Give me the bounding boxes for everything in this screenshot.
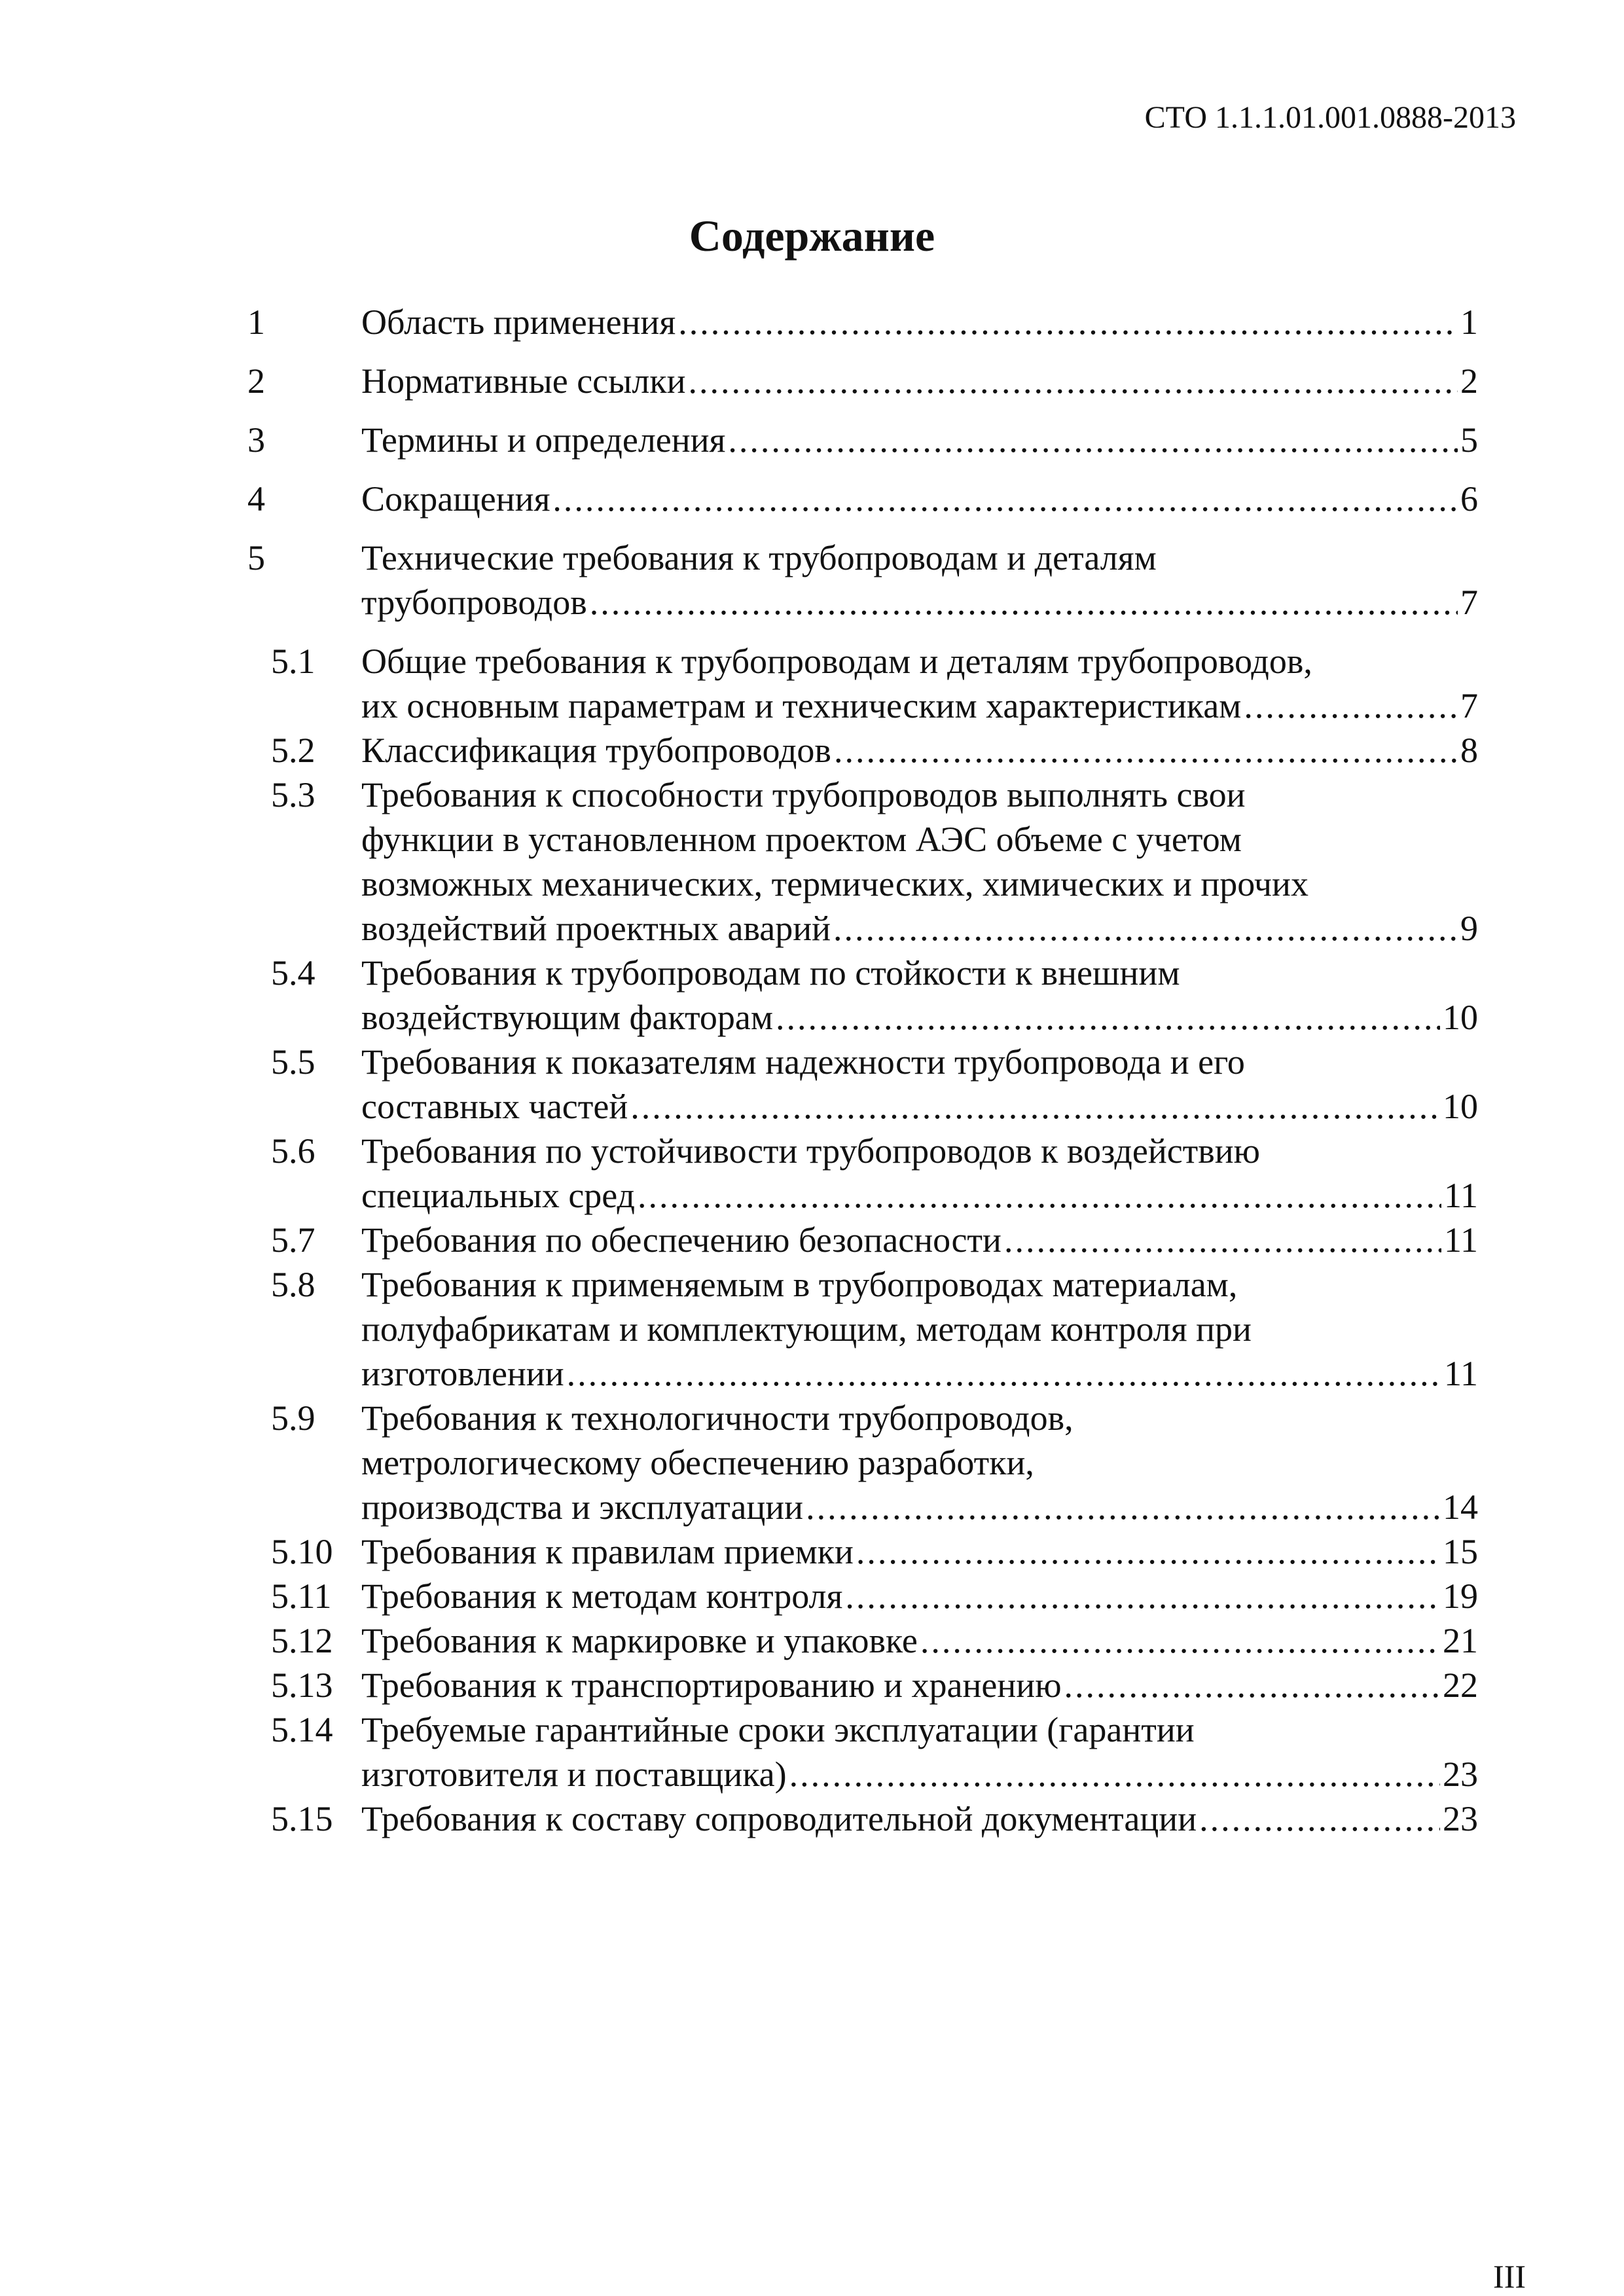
toc-entry-text	[361, 300, 1478, 344]
toc-entry-text	[361, 1396, 1478, 1529]
toc-entry	[247, 1262, 1478, 1396]
toc-entry	[247, 1218, 1478, 1262]
toc-entry-number: 5.5	[271, 1042, 316, 1082]
toc-entry	[247, 639, 1478, 728]
toc-entry-line: Требования к маркировке и упаковке	[361, 1621, 918, 1660]
dot-leader	[630, 1084, 1440, 1129]
toc-entry-number: 5.13	[271, 1666, 333, 1705]
toc-entry-page: 23	[1443, 1755, 1478, 1794]
toc-entry-text	[361, 477, 1478, 521]
toc-entry-number: 2	[247, 361, 265, 401]
toc-entry-number: 5.10	[271, 1532, 333, 1571]
toc-entry-line: Область применения	[361, 302, 676, 342]
toc-entry-page: 14	[1443, 1487, 1478, 1527]
toc-entry-number: 4	[247, 479, 265, 519]
toc-entry-text	[361, 1529, 1478, 1574]
toc-entry-line: возможных механических, термических, химических и прочих	[361, 864, 1308, 903]
toc-entry-text	[361, 1796, 1478, 1841]
toc-entry-text	[361, 951, 1478, 1040]
dot-leader	[920, 1618, 1440, 1663]
toc-entry-line: Сокращения	[361, 479, 550, 519]
toc-entry-line: функции в установленном проектом АЭС объеме с учетом	[361, 820, 1242, 859]
dot-leader	[856, 1529, 1440, 1574]
toc-entry-line: Требования к составу сопроводительной документации	[361, 1799, 1197, 1838]
toc-entry-line: Требования к методам контроля	[361, 1576, 843, 1616]
toc-entry-text	[361, 1040, 1478, 1129]
toc-entry	[247, 359, 1478, 403]
dot-leader	[806, 1485, 1440, 1529]
toc-entry-page: 7	[1460, 686, 1478, 725]
toc-entry-text	[361, 773, 1478, 951]
document-code: СТО 1.1.1.01.001.0888-2013	[1144, 100, 1516, 135]
dot-leader	[638, 1173, 1441, 1218]
toc-entry-page: 21	[1443, 1621, 1478, 1660]
dot-leader	[845, 1574, 1440, 1618]
toc-entry-line: Требуемые гарантийные сроки эксплуатации (гарантии	[361, 1710, 1195, 1749]
toc-entry	[247, 1529, 1478, 1574]
toc-entry-number: 5.8	[271, 1265, 316, 1304]
toc-entry	[247, 1040, 1478, 1129]
dot-leader	[776, 995, 1440, 1040]
page-number: III	[1493, 2258, 1526, 2295]
toc-entry-line: Требования к технологичности трубопроводов,	[361, 1398, 1074, 1438]
toc-entry-line: трубопроводов	[361, 583, 587, 622]
toc-entry-number: 5.9	[271, 1398, 316, 1438]
toc-entry-number: 5.4	[271, 953, 316, 993]
toc-entry-line: составных частей	[361, 1087, 628, 1126]
toc-entry	[247, 728, 1478, 773]
toc-entry	[247, 1396, 1478, 1529]
toc-entry-text	[361, 536, 1478, 625]
dot-leader	[834, 728, 1458, 773]
toc-entry-text	[361, 1129, 1478, 1218]
toc-entry	[247, 1574, 1478, 1618]
dot-leader	[689, 359, 1458, 403]
toc-entry-line: Требования к способности трубопроводов выполнять свои	[361, 775, 1246, 814]
toc-entry-line: метрологическому обеспечению разработки,	[361, 1443, 1034, 1482]
toc-entry-page: 6	[1460, 479, 1478, 519]
toc-entry-page: 10	[1443, 998, 1478, 1037]
toc-entry-line: полуфабрикатам и комплектующим, методам контроля при	[361, 1309, 1252, 1349]
toc-entry-page: 22	[1443, 1666, 1478, 1705]
toc-entry-line: их основным параметрам и техническим характеристикам	[361, 686, 1242, 725]
toc-entry-line: Термины и определения	[361, 420, 726, 460]
toc-entry-page: 11	[1444, 1354, 1478, 1393]
toc-entry-page: 2	[1460, 361, 1478, 401]
toc-entry-page: 9	[1460, 909, 1478, 948]
toc-entry-line: Классификация трубопроводов	[361, 731, 831, 770]
toc-entry-line: Требования к транспортированию и хранению	[361, 1666, 1062, 1705]
dot-leader	[728, 418, 1458, 462]
toc-entry-line: Требования к показателям надежности трубопровода и его	[361, 1042, 1245, 1082]
toc-entry-page: 1	[1460, 302, 1478, 342]
toc-entry-number: 5.7	[271, 1220, 316, 1260]
toc-entry-line: Нормативные ссылки	[361, 361, 686, 401]
toc-entry-text	[361, 359, 1478, 403]
toc-entry-number: 3	[247, 420, 265, 460]
toc-entry	[247, 300, 1478, 344]
toc-entry-line: Требования к правилам приемки	[361, 1532, 854, 1571]
toc-entry	[247, 1618, 1478, 1663]
toc-entry-number: 5.6	[271, 1131, 316, 1171]
toc-entry-page: 11	[1444, 1220, 1478, 1260]
toc-entry-line: Требования по обеспечению безопасности	[361, 1220, 1001, 1260]
dot-leader	[789, 1752, 1440, 1796]
dot-leader	[678, 300, 1458, 344]
toc-entry	[247, 773, 1478, 951]
toc-entry-page: 10	[1443, 1087, 1478, 1126]
toc-entry-number: 5.15	[271, 1799, 333, 1838]
toc-entry-text	[361, 1218, 1478, 1262]
toc-entry-text	[361, 418, 1478, 462]
toc-entry-number: 5.1	[271, 642, 316, 681]
dot-leader	[1064, 1663, 1440, 1707]
dot-leader	[1244, 683, 1458, 728]
toc-entry-number: 5.11	[271, 1576, 332, 1616]
toc-entry-line: Требования к трубопроводам по стойкости к внешним	[361, 953, 1180, 993]
dot-leader	[1004, 1218, 1441, 1262]
toc-entry-text	[361, 1663, 1478, 1707]
toc-entry	[247, 418, 1478, 462]
toc-entry-text	[361, 639, 1478, 728]
toc-entry-line: производства и эксплуатации	[361, 1487, 804, 1527]
dot-leader	[833, 906, 1458, 951]
toc-entry-text	[361, 728, 1478, 773]
toc-entry-page: 15	[1443, 1532, 1478, 1571]
toc-entry-number: 5	[247, 538, 265, 577]
toc-entry-line: воздействующим факторам	[361, 998, 774, 1037]
toc-entry-number: 1	[247, 302, 265, 342]
toc-entry-text	[361, 1262, 1478, 1396]
toc-entry	[247, 951, 1478, 1040]
toc-entry-page: 11	[1444, 1176, 1478, 1215]
toc-entry-page: 23	[1443, 1799, 1478, 1838]
toc-entry-line: специальных сред	[361, 1176, 636, 1215]
toc-entry	[247, 477, 1478, 521]
toc-entry-number: 5.3	[271, 775, 316, 814]
toc-entry-page: 19	[1443, 1576, 1478, 1616]
toc-entry-line: воздействий проектных аварий	[361, 909, 831, 948]
toc-entry-number: 5.12	[271, 1621, 333, 1660]
toc-entry	[247, 1707, 1478, 1796]
toc-entry	[247, 1129, 1478, 1218]
dot-leader	[552, 477, 1458, 521]
toc-entry-line: изготовителя и поставщика)	[361, 1755, 787, 1794]
toc-entry-line: изготовлении	[361, 1354, 564, 1393]
table-of-contents	[247, 300, 1478, 1841]
toc-entry-line: Общие требования к трубопроводам и деталям трубопроводов,	[361, 642, 1312, 681]
toc-entry-line: Технические требования к трубопроводам и деталям	[361, 538, 1157, 577]
toc-entry	[247, 1663, 1478, 1707]
toc-entry-text	[361, 1618, 1478, 1663]
toc-entry-page: 5	[1460, 420, 1478, 460]
dot-leader	[567, 1351, 1441, 1396]
dot-leader	[590, 580, 1458, 625]
dot-leader	[1199, 1796, 1440, 1841]
toc-entry-line: Требования по устойчивости трубопроводов к воздействию	[361, 1131, 1261, 1171]
toc-entry-number: 5.2	[271, 731, 316, 770]
toc-entry	[247, 536, 1478, 625]
toc-entry-page: 7	[1460, 583, 1478, 622]
toc-entry-number: 5.14	[271, 1710, 333, 1749]
toc-entry-text	[361, 1574, 1478, 1618]
toc-entry-page: 8	[1460, 731, 1478, 770]
toc-entry-line: Требования к применяемым в трубопроводах материалам,	[361, 1265, 1238, 1304]
toc-entry-text	[361, 1707, 1478, 1796]
page-title: Содержание	[689, 211, 935, 261]
toc-entry	[247, 1796, 1478, 1841]
